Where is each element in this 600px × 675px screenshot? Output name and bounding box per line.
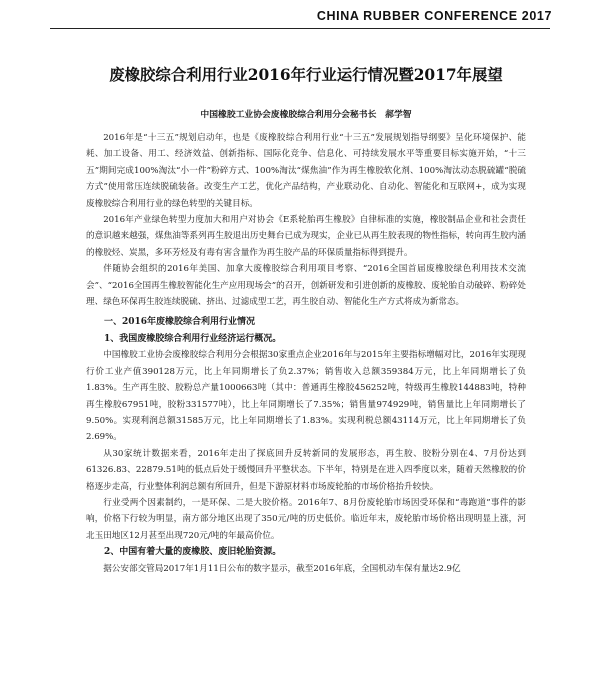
article-body	[86, 63, 526, 577]
article-title: 废橡胶综合利用行业2016年行业运行情况暨2017年展望	[109, 66, 503, 84]
intro-paragraph: 2016年是“十三五”规划启动年，也是《废橡胶综合利用行业“十三五”发展规划指导纲要》呈化环境保护、能耗、加工设备、用工、经济效益、创新指标、国际化竞争、信息化、可持续发展水平等重要目标实施开始，“十三五”期间完成100%淘汰“小一件”粉碎方式、100%淘汰“煤焦油”作为再生橡胶软化剂、100%淘汰动态脱硫罐“脱硫方式”使用常压连续脱硫装备。改变生产工艺，优化产品结构，产业联动化、自动化、智能化和互联网+，成为实现废橡胶综合利用行业的绿色转型的关键目标。	[86, 133, 526, 209]
subsection-heading: 2、中国有着大量的废橡胶、废旧轮胎资源。	[104, 547, 282, 558]
body-paragraph: 据公安部交管局2017年1月11日公布的数字显示，截至2016年底，全国机动车保有量达2.9亿	[103, 563, 461, 574]
conference-running-head: CHINA RUBBER CONFERENCE 2017	[316, 9, 552, 23]
body-paragraph: 行业受两个因素制约，一是环保、二是大胶价格。2016年7、8月份废轮胎市场因受环保和“毒跑道”事件的影响，价格下行较为明显，南方部分地区出现了350元/吨的历史低价。临近年末，废轮胎市场价格出现明显上涨，河北玉田地区12月甚至出现720元/吨的年最高价位。	[86, 497, 526, 541]
section-heading: 一、2016年废橡胶综合利用行业情况	[104, 317, 256, 328]
author-line: 中国橡胶工业协会废橡胶综合利用分会秘书长 郝学智	[200, 110, 412, 120]
intro-paragraph: 2016年产业绿色转型力度加大和用户对协会《E系轮胎再生橡胶》自律标准的实施，橡胶制品企业和社会责任的意识越来越强，煤焦油等系列再生胶退出历史舞台已成为现实，企业已从再生胶表现的物性指标，转向再生胶内涵的橡胶烃、炭黑，多环芳烃及有毒有害含量作为再生胶产品的环保质量指标得到提升。	[86, 215, 526, 258]
body-paragraph: 从30家统计数据来看，2016年走出了探底回升反转新同的发展形态，再生胶、胶粉分别在4、7月份达到61326.83、22879.51吨的低点后处于缓慢回升平整状态。下半年，特别是在进入四季度以来，随着天然橡胶的价格逐步走高，行业整体利润总额有所回升，但是下游原材料市场废轮胎的市场价格抬升较快。	[86, 448, 526, 492]
body-paragraph: 中国橡胶工业协会废橡胶综合利用分会根据30家重点企业2016年与2015年主要指标增幅对比，2016年实现现行价工业产值390128万元，比上年同期增长了负2.37%；销售收入总额359384万元，比上年同期增长了负1.83%。生产再生胶、胶粉总产量1000663吨（其中：普通再生橡胶456252吨，特级再生橡胶144883吨，特种再生橡胶67951吨，胶粉331577吨），比上年同期增长了7.35%；销售量974929吨，销售量比上年同期增长了9.50%。实现利润总额31585万元，比上年同期增长了1.83%。实现利税总额43114万元，比上年同期增长了负2.69%。	[86, 350, 526, 443]
subsection-heading: 1、我国废橡胶综合利用行业经济运行概况。	[104, 333, 282, 344]
intro-paragraph: 伴随协会组织的2016年美国、加拿大废橡胶综合利用项目考察、“2016全国首届废橡胶绿色利用技术交流会”、“2016全国再生橡胶智能化生产应用现场会”的召开，创新研发和引进创新的废橡胶、废轮胎自动破碎、粉碎处理、绿色环保再生胶连续脱硫、挤出、过滤成型工艺，再生胶自动、智能化生产方式将成为新常态。	[86, 264, 526, 308]
header-rule	[50, 28, 550, 29]
